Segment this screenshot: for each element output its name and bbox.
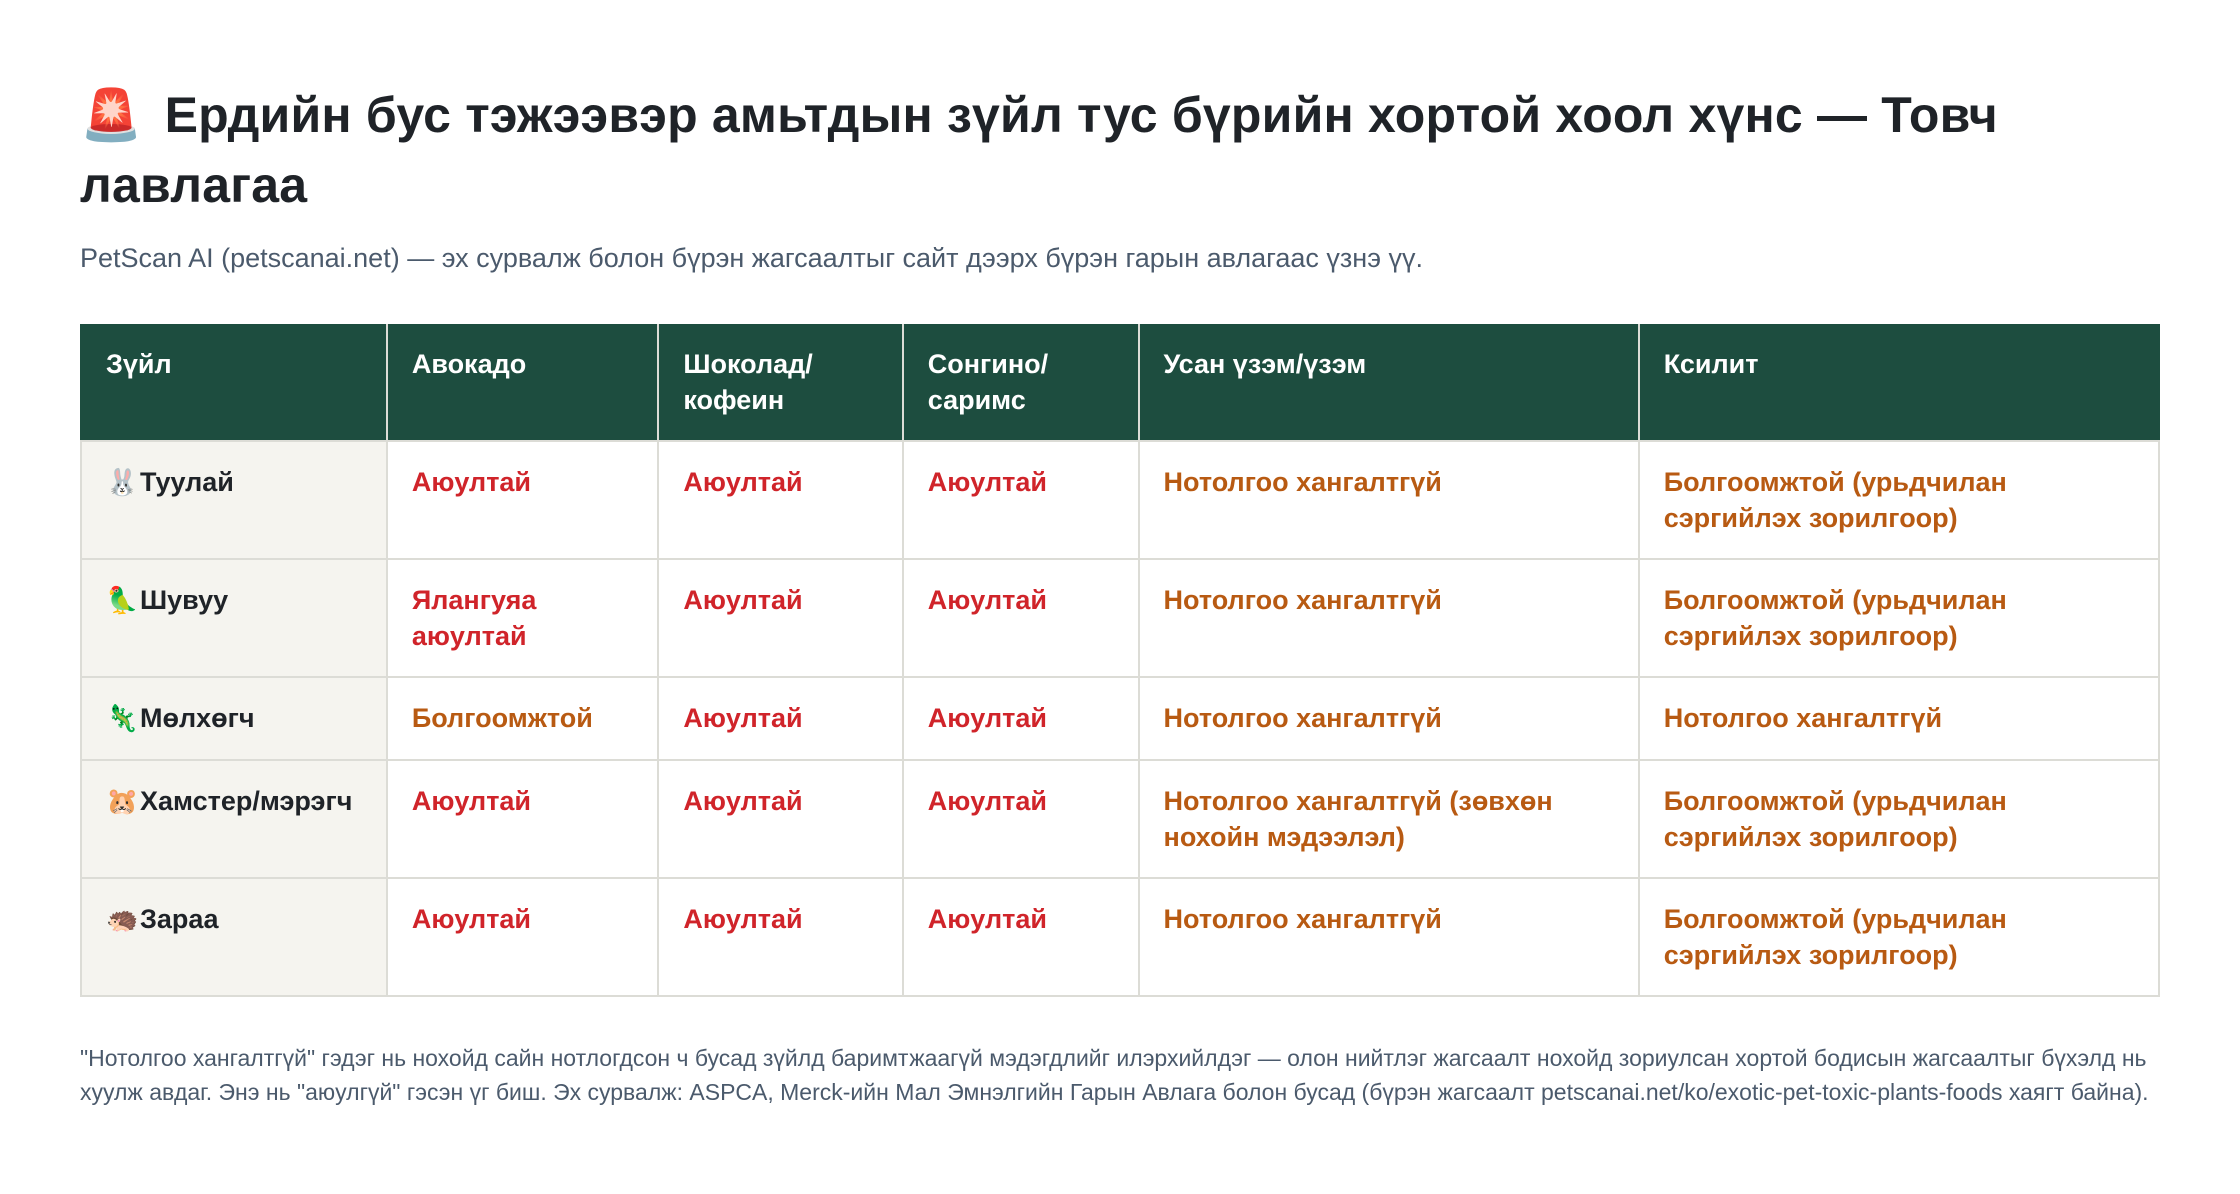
species-name: Мөлхөгч: [140, 703, 255, 733]
species-cell: [81, 559, 387, 677]
species-name: Туулай: [140, 467, 234, 497]
risk-level-text: Ялангуяа аюултай: [411, 585, 537, 651]
siren-icon: 🚨: [80, 86, 143, 144]
risk-level-text: Аюултай: [683, 467, 803, 497]
risk-level-text: Аюултай: [411, 786, 532, 816]
risk-level-text: Нотолгоо хангалтгүй: [1663, 703, 1943, 733]
risk-level-text: Болгоомжтой: [411, 703, 593, 733]
risk-cell-grapes-raisins: [1139, 441, 1639, 559]
header-avocado: Авокадо: [387, 325, 659, 441]
risk-level-text: Аюултай: [683, 786, 803, 816]
table-row: [81, 760, 2159, 878]
lizard-icon: 🦎: [106, 704, 139, 734]
risk-cell-chocolate-caffeine: [658, 677, 902, 760]
risk-level-text: Аюултай: [927, 786, 1047, 816]
risk-cell-avocado: [387, 760, 659, 878]
risk-cell-xylitol: [1639, 878, 2159, 996]
page-title: [80, 80, 2160, 220]
species-cell: [81, 441, 387, 559]
risk-cell-xylitol: [1639, 760, 2159, 878]
risk-level-text: Аюултай: [683, 904, 803, 934]
risk-cell-grapes-raisins: [1139, 878, 1639, 996]
risk-cell-onion-garlic: [903, 441, 1139, 559]
rabbit-icon: 🐰: [106, 468, 139, 498]
footnote: "Нотолгоо хангалтгүй" гэдэг нь нохойд сайн нотлогдсон ч бусад зүйлд баримтжаагүй мэдэгдлийг илэрхийлдэг — олон нийтлэг жагсаалт нохойд зориулсан хортой бодисын жагсаалтыг бүхэлд нь хуулж авдаг. Энэ нь "аюулгүй" гэсэн үг биш. Эх сурвалж: ASPCA, Merck-ийн Мал Эмнэлгийн Гарын Авлага болон бусад (бүрэн жагсаалт petscanai.net/ko/exotic-pet-toxic-plants-foods хаягт байна).: [80, 1045, 2149, 1105]
header-xylitol: Ксилит: [1639, 325, 2159, 441]
risk-level-text: Болгоомжтой (урьдчилан сэргийлэх зорилгоор): [1663, 585, 2007, 651]
header-grapes-raisins: Усан үзэм/үзэм: [1139, 325, 1639, 441]
hamster-icon: 🐹: [106, 787, 139, 817]
table-row: [81, 441, 2159, 559]
risk-level-text: Нотолгоо хангалтгүй: [1163, 585, 1442, 615]
risk-cell-chocolate-caffeine: [658, 441, 902, 559]
risk-level-text: Аюултай: [927, 904, 1047, 934]
risk-cell-grapes-raisins: [1139, 677, 1639, 760]
risk-cell-chocolate-caffeine: [658, 760, 902, 878]
risk-level-text: Аюултай: [927, 585, 1047, 615]
risk-level-text: Нотолгоо хангалтгүй: [1163, 467, 1442, 497]
risk-level-text: Нотолгоо хангалтгүй (зөвхөн нохойн мэдээлэл): [1163, 786, 1553, 852]
header-onion-garlic: Сонгино/ саримс: [903, 325, 1139, 441]
species-name: Хамстер/мэрэгч: [140, 786, 353, 816]
species-cell: [81, 878, 387, 996]
table-row: [81, 878, 2159, 996]
table-header-row: [81, 325, 2159, 441]
parrot-icon: 🦜: [106, 586, 139, 616]
risk-level-text: Аюултай: [683, 703, 803, 733]
risk-cell-chocolate-caffeine: [658, 559, 902, 677]
risk-level-text: Аюултай: [927, 703, 1047, 733]
risk-cell-onion-garlic: [903, 760, 1139, 878]
risk-level-text: Аюултай: [683, 585, 803, 615]
risk-cell-onion-garlic: [903, 559, 1139, 677]
risk-level-text: Болгоомжтой (урьдчилан сэргийлэх зорилгоор): [1663, 786, 2007, 852]
risk-level-text: Нотолгоо хангалтгүй: [1163, 703, 1442, 733]
toxicity-table: [80, 324, 2160, 997]
species-name: Шувуу: [140, 585, 229, 615]
risk-cell-chocolate-caffeine: [658, 878, 902, 996]
risk-level-text: Аюултай: [411, 467, 532, 497]
risk-level-text: Аюултай: [411, 904, 532, 934]
risk-cell-xylitol: [1639, 677, 2159, 760]
risk-cell-onion-garlic: [903, 677, 1139, 760]
risk-cell-grapes-raisins: [1139, 760, 1639, 878]
header-species: Зүйл: [81, 325, 387, 441]
species-cell: [81, 760, 387, 878]
species-cell: [81, 677, 387, 760]
risk-cell-avocado: [387, 878, 659, 996]
risk-cell-avocado: [387, 441, 659, 559]
risk-cell-onion-garlic: [903, 878, 1139, 996]
table-row: [81, 559, 2159, 677]
risk-cell-avocado: [387, 677, 659, 760]
risk-level-text: Аюултай: [927, 467, 1047, 497]
risk-cell-grapes-raisins: [1139, 559, 1639, 677]
page-subtitle: PetScan AI (petscanai.net) — эх сурвалж болон бүрэн жагсаалтыг сайт дээрх бүрэн гарын авлагаас үзнэ үү.: [80, 243, 1423, 273]
header-chocolate-caffeine: Шоколад/ кофеин: [658, 325, 902, 441]
risk-cell-avocado: [387, 559, 659, 677]
species-name: Зараа: [140, 904, 219, 934]
risk-cell-xylitol: [1639, 441, 2159, 559]
risk-level-text: Болгоомжтой (урьдчилан сэргийлэх зорилгоор): [1663, 904, 2007, 970]
table-row: [81, 677, 2159, 760]
risk-level-text: Нотолгоо хангалтгүй: [1163, 904, 1442, 934]
page-title-text: Ердийн бус тэжээвэр амьтдын зүйл тус бүрийн хортой хоол хүнс — Товч лавлагаа: [80, 87, 1998, 213]
risk-level-text: Болгоомжтой (урьдчилан сэргийлэх зорилгоор): [1663, 467, 2007, 533]
risk-cell-xylitol: [1639, 559, 2159, 677]
hedgehog-icon: 🦔: [106, 905, 139, 935]
